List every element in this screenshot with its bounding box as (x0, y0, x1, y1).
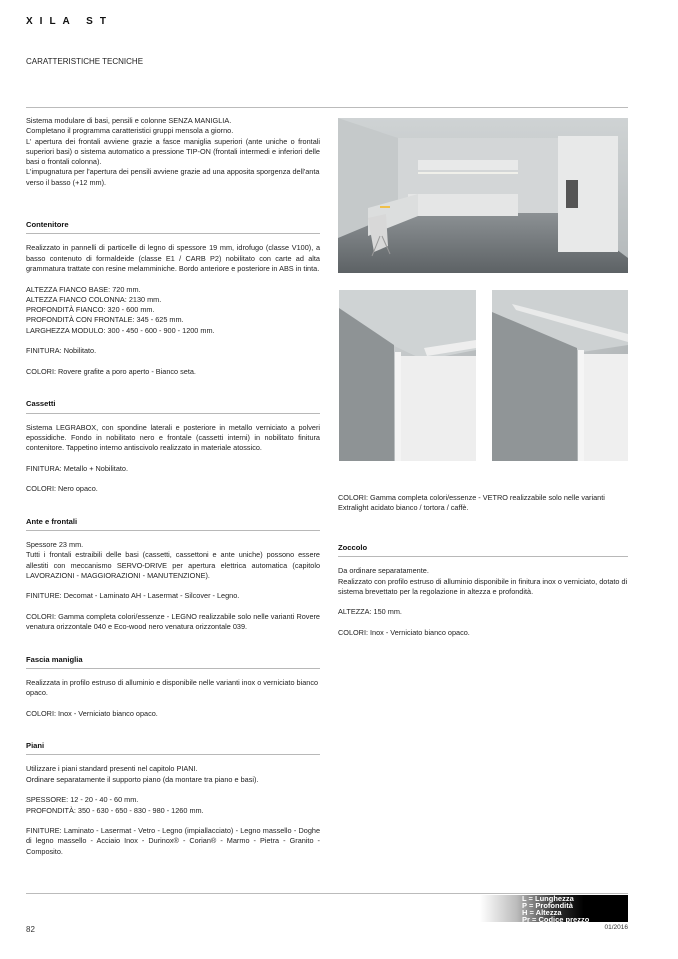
intro-line: Completano il programma caratteristici gruppi mensola a giorno. (26, 126, 234, 136)
dimension: PROFONDITÀ CON FRONTALE: 345 - 625 mm. (26, 315, 184, 325)
legend-item: L = Lunghezza (522, 894, 574, 903)
intro-line: L'impugnatura per l'apertura dei pensili avviene grazie ad una apposita sporgenza dell'anta verso il basso (+12 mm). (26, 167, 320, 187)
vetro-colori (338, 493, 628, 514)
left-column (26, 116, 320, 871)
dimensions-list (26, 795, 320, 816)
brand-title: XILA ST (26, 16, 113, 27)
section-contenitore (26, 220, 320, 377)
line: Da ordinare separatamente. (338, 566, 429, 576)
dimension: PROFONDITÀ FIANCO: 320 - 600 mm. (26, 305, 155, 315)
line: Utilizzare i piani standard presenti nel capitolo PIANI. (26, 764, 198, 774)
intro-block (26, 116, 320, 188)
finiture: FINITURE: Decomat - Laminato AH - Lasermat - Silcover - Legno. (26, 591, 240, 601)
header-divider (26, 107, 628, 108)
section-cassetti (26, 399, 320, 494)
section-title: Zoccolo (338, 543, 628, 557)
handle-detail-photo-2 (492, 290, 628, 461)
legend-item: Pr = Codice prezzo (522, 915, 590, 924)
line: Realizzato con profilo estruso di alluminio disponibile in finitura inox o verniciato, dotato di sistema brevettato per la regolazione in altezza e profondità. (338, 576, 628, 596)
line: Extralight acidato bianco / tortora / caffè. (338, 503, 469, 513)
finitura: FINITURA: Nobilitato. (26, 346, 97, 356)
section-title: Piani (26, 741, 320, 755)
section-title: Ante e frontali (26, 517, 320, 531)
dimension: ALTEZZA FIANCO BASE: 720 mm. (26, 284, 141, 294)
intro-line: L' apertura dei frontali avviene grazie a fasce maniglia superiori (ante uniche o frontali superiori basi) o sistema automatico a pressione TIP-ON (frontali intermedi e inferiori delle basi o frontali colonna). (26, 136, 320, 167)
line: COLORI: Gamma completa colori/essenze - VETRO realizzabile solo nelle varianti (338, 493, 605, 502)
section-fascia (26, 655, 320, 719)
section-title: Contenitore (26, 220, 320, 234)
dimensions-list (26, 285, 320, 336)
altezza: ALTEZZA: 150 mm. (338, 607, 402, 617)
finitura: FINITURA: Metallo + Nobilitato. (26, 463, 128, 473)
handle-detail-photo-1 (339, 290, 476, 461)
colori: COLORI: Nero opaco. (26, 484, 98, 494)
page-number: 82 (26, 925, 35, 934)
section-ante (26, 517, 320, 633)
intro-line: Sistema modulare di basi, pensili e colonne SENZA MANIGLIA. (26, 116, 232, 125)
section-title: Cassetti (26, 399, 320, 413)
colori: COLORI: Inox - Verniciato bianco opaco. (338, 628, 470, 638)
finiture: FINITURE: Laminato - Lasermat - Vetro - Legno (impiallacciato) - Legno massello - Doghe di legno massello - Acciaio Inox - Durinox® - Corian® - Marmo - Pietra - Granito - Composito. (26, 826, 320, 856)
paragraph: Realizzato in pannelli di particelle di legno di spessore 19 mm, idrofugo (classe V100), a basso contenuto di formaldeide (classe E1 / CARB P2) nobilitato con carte ad alta grammatura trattate con resine melamminiche. Bordo anteriore e posteriore in ABS in tinta. (26, 243, 320, 273)
legend-box (480, 895, 628, 922)
kitchen-photo (338, 118, 628, 273)
edition-date: 01/2016 (604, 924, 628, 931)
colori: COLORI: Inox - Verniciato bianco opaco. (26, 708, 158, 718)
page-subtitle: CARATTERISTICHE TECNICHE (26, 57, 144, 66)
legend-item: H = Altezza (522, 908, 562, 917)
spessore: Spessore 23 mm. (26, 539, 84, 549)
dimension: LARGHEZZA MODULO: 300 - 450 - 600 - 900 - 1200 mm. (26, 325, 215, 335)
section-piani (26, 741, 320, 857)
legend-item: P = Profondità (522, 901, 573, 910)
paragraph (338, 566, 628, 597)
colori: COLORI: Gamma completa colori/essenze - LEGNO realizzabile solo nelle varianti Rovere venatura orizzontale 040 e Eco-wood nero venatura orizzontale 039. (26, 611, 320, 632)
dimension: ALTEZZA FIANCO COLONNA: 2130 mm. (26, 294, 162, 304)
line: Ordinare separatamente il supporto piano (da montare tra piano e basi). (26, 774, 259, 784)
paragraph: Sistema LEGRABOX, con spondine laterali e posteriore in metallo verniciato a polveri epossidiche. Fondo in nobilitato nero e frontale (cassetti interni) in nobilitato finitura contenitore. Tappetino interno antiscivolo realizzato in materiale atossico. (26, 422, 320, 453)
paragraph: Tutti i frontali estraibili delle basi (cassetti, cassettoni e ante uniche) possono essere allestiti con meccanismo SERVO-DRIVE per apertura elettrica automatica (capitolo LAVORAZIONI - MAGGIORAZIONI - MANUTENZIONE). (26, 550, 320, 580)
section-title: Fascia maniglia (26, 655, 320, 669)
spessore: SPESSORE: 12 - 20 - 40 - 60 mm. (26, 795, 139, 805)
paragraph: Realizzata in profilo estruso di alluminio e disponibile nelle varianti inox o verniciato bianco opaco. (26, 677, 319, 698)
section-zoccolo (338, 543, 628, 649)
profondita: PROFONDITÀ: 350 - 630 - 650 - 830 - 980 - 1260 mm. (26, 805, 204, 815)
paragraph (26, 764, 320, 785)
colori: COLORI: Rovere grafite a poro aperto - Bianco seta. (26, 366, 196, 376)
